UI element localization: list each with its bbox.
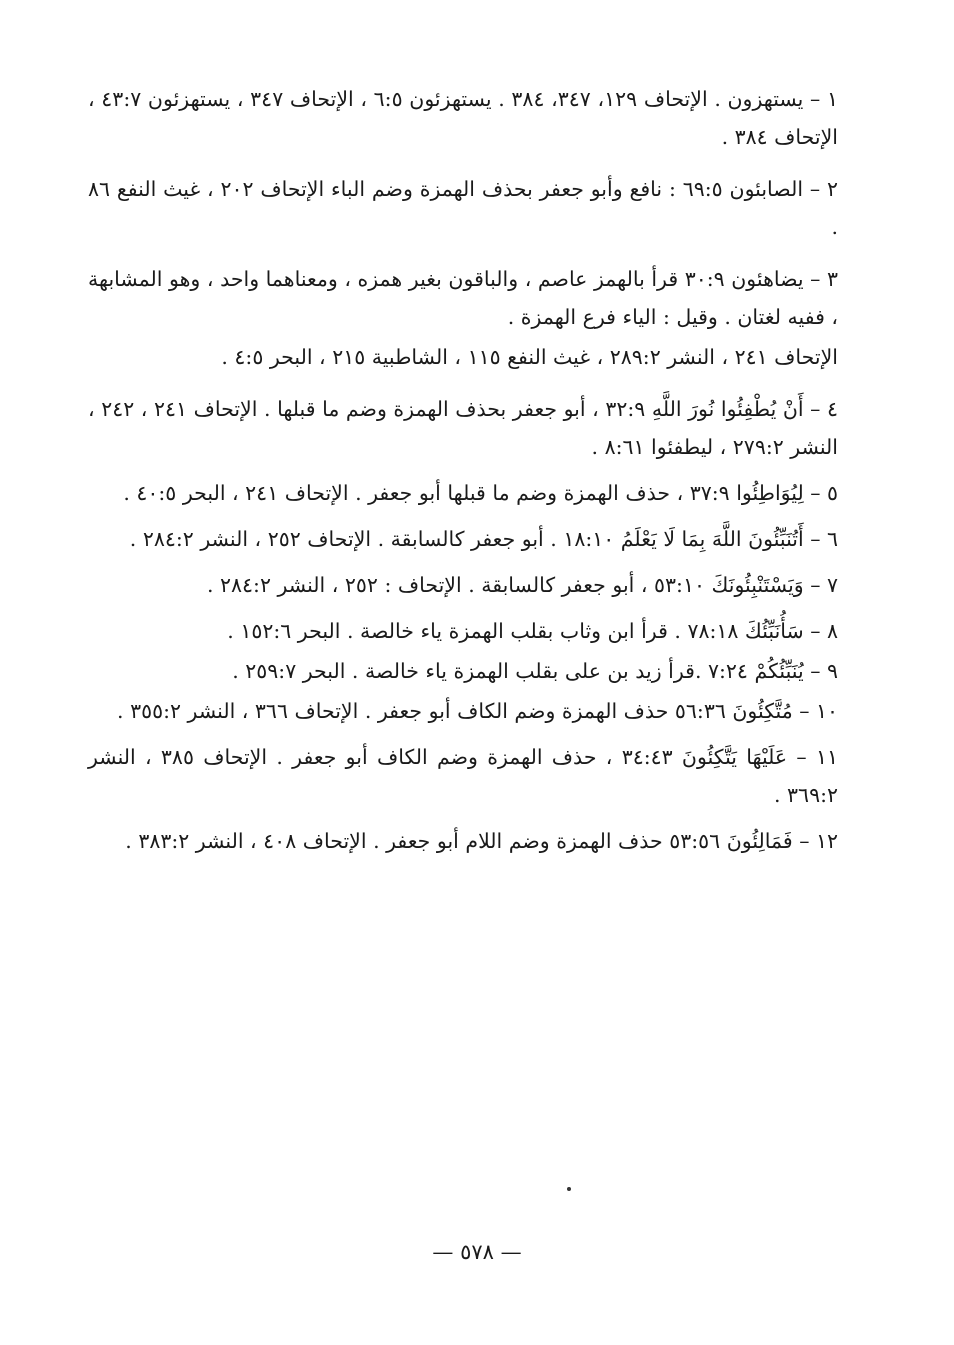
footnotes-body (88, 80, 838, 860)
footnote-entry-8: ٨ – سَأُنَبِّئُكَ ٧٨:١٨ . قرأ ابن وثاب بقلب الهمزة ياء خالصة . البحر ١٥٢:٦ . (227, 619, 838, 643)
footnote-entry-9: ٩ – يُنَبِّئُكُمْ ٧:٢٤ .قرأ زيد بن على بقلب الهمزة ياء خالصة . البحر ٢٥٩:٧ . (232, 659, 838, 683)
footnote-entry-6: ٦ – أَتُنَبِّئُونَ اللَّهَ بِمَا لَا يَعْلَمُ ١٨:١٠ . أبو جعفر كالسابقة . الإتحاف ٢٥٢ ، النشر ٢٨٤:٢ . (129, 527, 838, 551)
footnote-entry-11: ١١ – عَلَيْهَا يَتَّكِئُونَ ٣٤:٤٣ ، حذف الهمزة وضم الكاف أبو جعفر . الإتحاف ٣٨٥ ، النشر ٣٦٩:٢ . (88, 745, 838, 807)
page-number: — ٥٧٨ — (432, 1240, 522, 1264)
footnote-entry-7: ٧ – وَيَسْتَنْبِئُونَكَ ٥٣:١٠ ، أبو جعفر كالسابقة . الإتحاف : ٢٥٢ ، النشر ٢٨٤:٢ . (206, 573, 838, 597)
footnote-entry-5: ٥ – لِيُوَاطِئُوا ٣٧:٩ ، حذف الهمزة وضم ما قبلها أبو جعفر . الإتحاف ٢٤١ ، البحر ٤٠:٥ . (123, 481, 838, 505)
footnote-entry-2: ٢ – الصابئون ٦٩:٥ : نافع وأبو جعفر بحذف الهمزة وضم الباء الإتحاف ٢٠٢ ، غيث النفع ٨٦ . (88, 177, 838, 239)
footnote-entry-1: ١ – يستهزون . الإتحاف ١٢٩، ٣٤٧، ٣٨٤ . يستهزئون ٦:٥ ، الإتحاف ٣٤٧ ، يستهزئون ٤٣:٧ ، الإتحاف ٣٨٤ . (88, 87, 838, 149)
footnote-entry-10: ١٠ – مُتَّكِئُونَ ٥٦:٣٦ حذف الهمزة وضم الكاف أبو جعفر . الإتحاف ٣٦٦ ، النشر ٣٥٥:٢ . (117, 699, 838, 723)
ink-dot (567, 1187, 571, 1191)
footnote-entry-4: ٤ – أَنْ يُطْفِئُوا نُورَ اللَّهِ ٣٢:٩ ، أبو جعفر بحذف الهمزة وضم ما قبلها . الإتحاف ٢٤١ ، ٢٤٢ ، النشر ٢٧٩:٢ ، ليطفئوا ٨:٦١ . (88, 397, 838, 459)
footnote-entry-3: ٣ – يضاهئون ٣٠:٩ قرأ بالهمز عاصم ، والباقون بغير همزه ، ومعناهما واحد ، وهو المشابهة ، ففيه لغتان . وقيل : الياء فرع الهمزة . (88, 267, 838, 329)
footnote-entry-3-references: الإتحاف ٢٤١ ، النشر ٢٨٩:٢ ، غيث النفع ١١٥ ، الشاطبية ٢١٥ ، البحر ٤:٥ . (221, 345, 838, 369)
footnote-entry-12: ١٢ – فَمَالِئُونَ ٥٣:٥٦ حذف الهمزة وضم اللام أبو جعفر . الإتحاف ٤٠٨ ، النشر ٣٨٣:٢ . (125, 829, 838, 853)
